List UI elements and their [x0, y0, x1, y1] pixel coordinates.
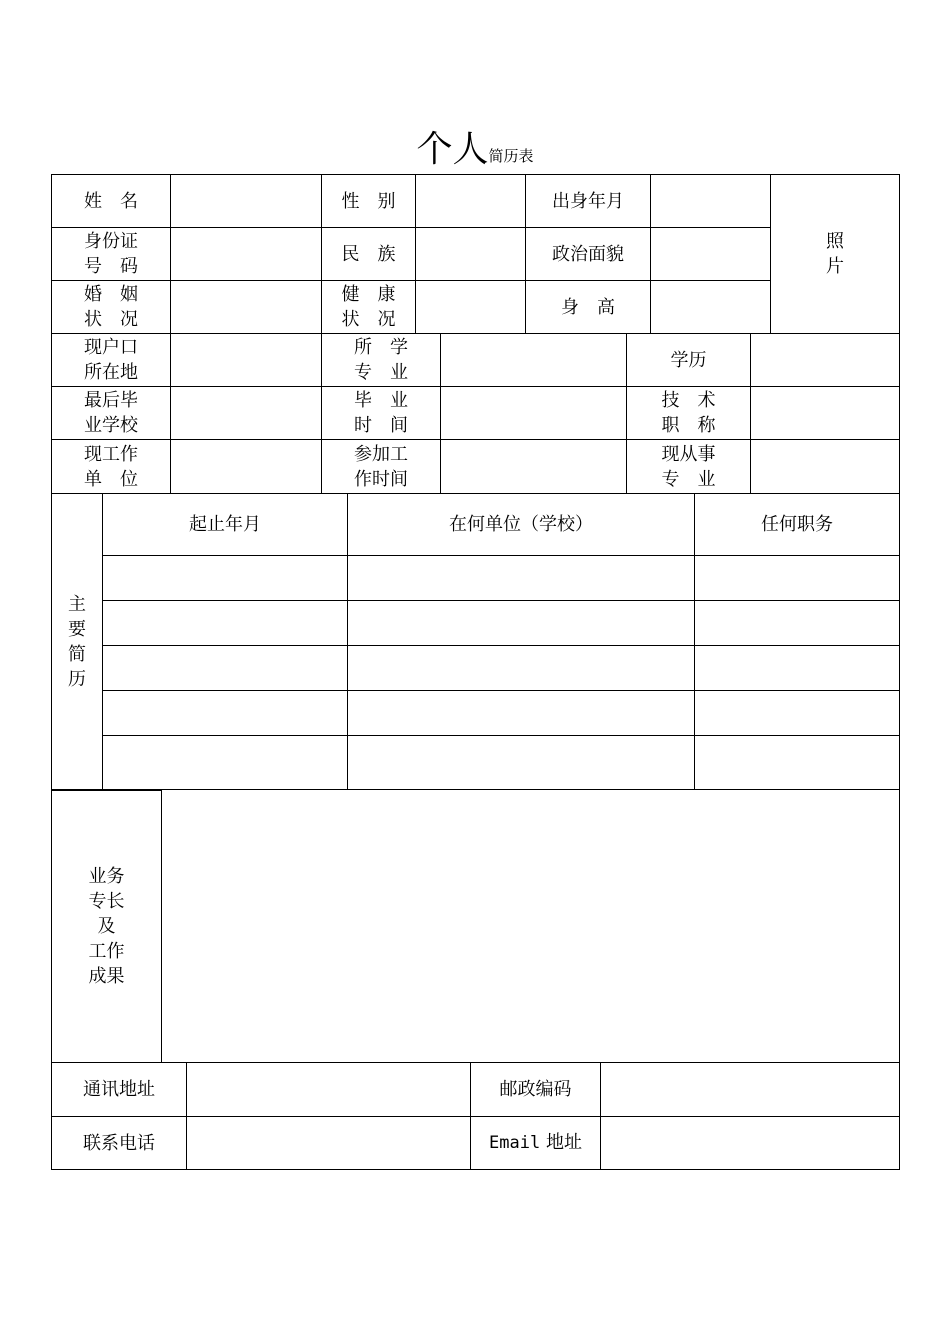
label-marital-line2: 状 况 — [84, 309, 138, 330]
resume-side-label — [52, 494, 103, 791]
label-health-line2: 状 况 — [341, 309, 396, 330]
skills-label-line2: 专长 — [88, 890, 125, 912]
field-ethnic[interactable] — [416, 228, 526, 281]
skills-label-line5: 成果 — [88, 965, 125, 987]
resume-cell-org[interactable] — [348, 601, 695, 646]
label-hukou-line2: 所在地 — [84, 362, 138, 383]
table-row — [52, 556, 900, 601]
label-phone: 联系电话 — [52, 1117, 187, 1170]
label-tech — [627, 387, 751, 440]
table-row — [52, 601, 900, 646]
field-major[interactable] — [441, 334, 627, 387]
label-current-line2: 专 业 — [661, 468, 716, 490]
resume-cell-org[interactable] — [348, 736, 695, 791]
label-school — [52, 387, 171, 440]
label-grad — [322, 387, 441, 440]
field-name[interactable] — [171, 175, 322, 228]
resume-header-position: 任何职务 — [695, 494, 900, 556]
label-ethnic: 民 族 — [322, 228, 416, 281]
resume-cell-org[interactable] — [348, 646, 695, 691]
field-current[interactable] — [751, 440, 900, 494]
label-marital — [52, 281, 171, 334]
resume-cell-period[interactable] — [103, 556, 348, 601]
photo-box[interactable] — [771, 175, 900, 334]
label-health — [322, 281, 416, 334]
field-birth[interactable] — [651, 175, 771, 228]
label-school-line1: 最后毕 — [84, 390, 138, 411]
resume-side-char-1: 主 — [68, 594, 86, 615]
resume-cell-period[interactable] — [103, 736, 348, 791]
table-row — [52, 691, 900, 736]
label-email-prefix: Email — [489, 1133, 541, 1153]
field-degree[interactable] — [751, 334, 900, 387]
label-hukou-line1: 现户口 — [84, 337, 138, 358]
label-major — [322, 334, 441, 387]
resume-side-char-3: 简 — [68, 644, 86, 665]
basic-info-table — [51, 174, 900, 334]
label-join-line1: 参加工 — [354, 443, 408, 465]
label-political: 政治面貌 — [526, 228, 651, 281]
skills-label — [52, 790, 162, 1063]
field-school[interactable] — [171, 387, 322, 440]
label-id — [52, 228, 171, 281]
document-title — [0, 128, 950, 172]
label-birth: 出身年月 — [526, 175, 651, 228]
skills-label-line3: 及 — [97, 915, 116, 937]
photo-char-2: 片 — [826, 256, 844, 277]
contact-table — [51, 1062, 900, 1170]
resume-header-period: 起止年月 — [103, 494, 348, 556]
label-postcode: 邮政编码 — [471, 1063, 601, 1117]
education-table — [51, 333, 900, 494]
resume-cell-org[interactable] — [348, 556, 695, 601]
label-marital-line1: 婚 姻 — [84, 284, 138, 305]
field-postcode[interactable] — [601, 1063, 900, 1117]
label-height: 身 高 — [526, 281, 651, 334]
field-address[interactable] — [187, 1063, 471, 1117]
table-row — [52, 646, 900, 691]
field-political[interactable] — [651, 228, 771, 281]
resume-side-char-4: 历 — [68, 669, 86, 690]
resume-header-org: 在何单位（学校） — [348, 494, 695, 556]
label-work-line1: 现工作 — [84, 443, 138, 465]
resume-cell-position[interactable] — [695, 646, 900, 691]
field-id[interactable] — [171, 228, 322, 281]
field-join[interactable] — [441, 440, 627, 494]
label-major-line2: 专 业 — [354, 362, 408, 383]
resume-cell-position[interactable] — [695, 736, 900, 791]
label-hukou — [52, 334, 171, 387]
label-join-line2: 作时间 — [354, 468, 408, 490]
label-degree: 学历 — [627, 334, 751, 387]
table-row — [52, 736, 900, 791]
label-id-line2: 号 码 — [84, 256, 138, 277]
label-current — [627, 440, 751, 494]
label-email — [471, 1117, 601, 1170]
resume-cell-org[interactable] — [348, 691, 695, 736]
field-grad[interactable] — [441, 387, 627, 440]
resume-side-char-2: 要 — [68, 619, 86, 640]
skills-table — [51, 789, 900, 1063]
photo-char-1: 照 — [826, 231, 844, 252]
label-current-line1: 现从事 — [661, 443, 716, 465]
resume-cell-position[interactable] — [695, 556, 900, 601]
label-tech-line2: 职 称 — [661, 415, 716, 436]
label-name: 姓 名 — [52, 175, 171, 228]
field-gender[interactable] — [416, 175, 526, 228]
resume-cell-position[interactable] — [695, 601, 900, 646]
label-school-line2: 业学校 — [84, 415, 138, 436]
label-health-line1: 健 康 — [341, 284, 396, 305]
field-health[interactable] — [416, 281, 526, 334]
label-major-line1: 所 学 — [354, 337, 408, 358]
field-hukou[interactable] — [171, 334, 322, 387]
resume-cell-position[interactable] — [695, 691, 900, 736]
label-grad-line1: 毕 业 — [354, 390, 408, 411]
field-tech[interactable] — [751, 387, 900, 440]
skills-label-line1: 业务 — [88, 865, 125, 887]
field-phone[interactable] — [187, 1117, 471, 1170]
label-join — [322, 440, 441, 494]
label-tech-line1: 技 术 — [661, 390, 716, 411]
skills-label-line4: 工作 — [88, 940, 125, 962]
resume-cell-period[interactable] — [103, 601, 348, 646]
field-email[interactable] — [601, 1117, 900, 1170]
field-work[interactable] — [171, 440, 322, 494]
label-gender: 性 别 — [322, 175, 416, 228]
field-skills[interactable] — [162, 790, 900, 1063]
resume-table — [51, 493, 900, 791]
resume-cell-period[interactable] — [103, 691, 348, 736]
title-sub: 简历表 — [488, 147, 534, 165]
label-grad-line2: 时 间 — [354, 415, 408, 436]
label-id-line1: 身份证 — [84, 231, 138, 252]
title-main: 个人 — [416, 129, 489, 170]
field-marital[interactable] — [171, 281, 322, 334]
resume-cell-period[interactable] — [103, 646, 348, 691]
label-email-suffix: 地址 — [540, 1132, 582, 1153]
field-height[interactable] — [651, 281, 771, 334]
label-work — [52, 440, 171, 494]
label-address: 通讯地址 — [52, 1063, 187, 1117]
label-work-line2: 单 位 — [84, 468, 138, 490]
